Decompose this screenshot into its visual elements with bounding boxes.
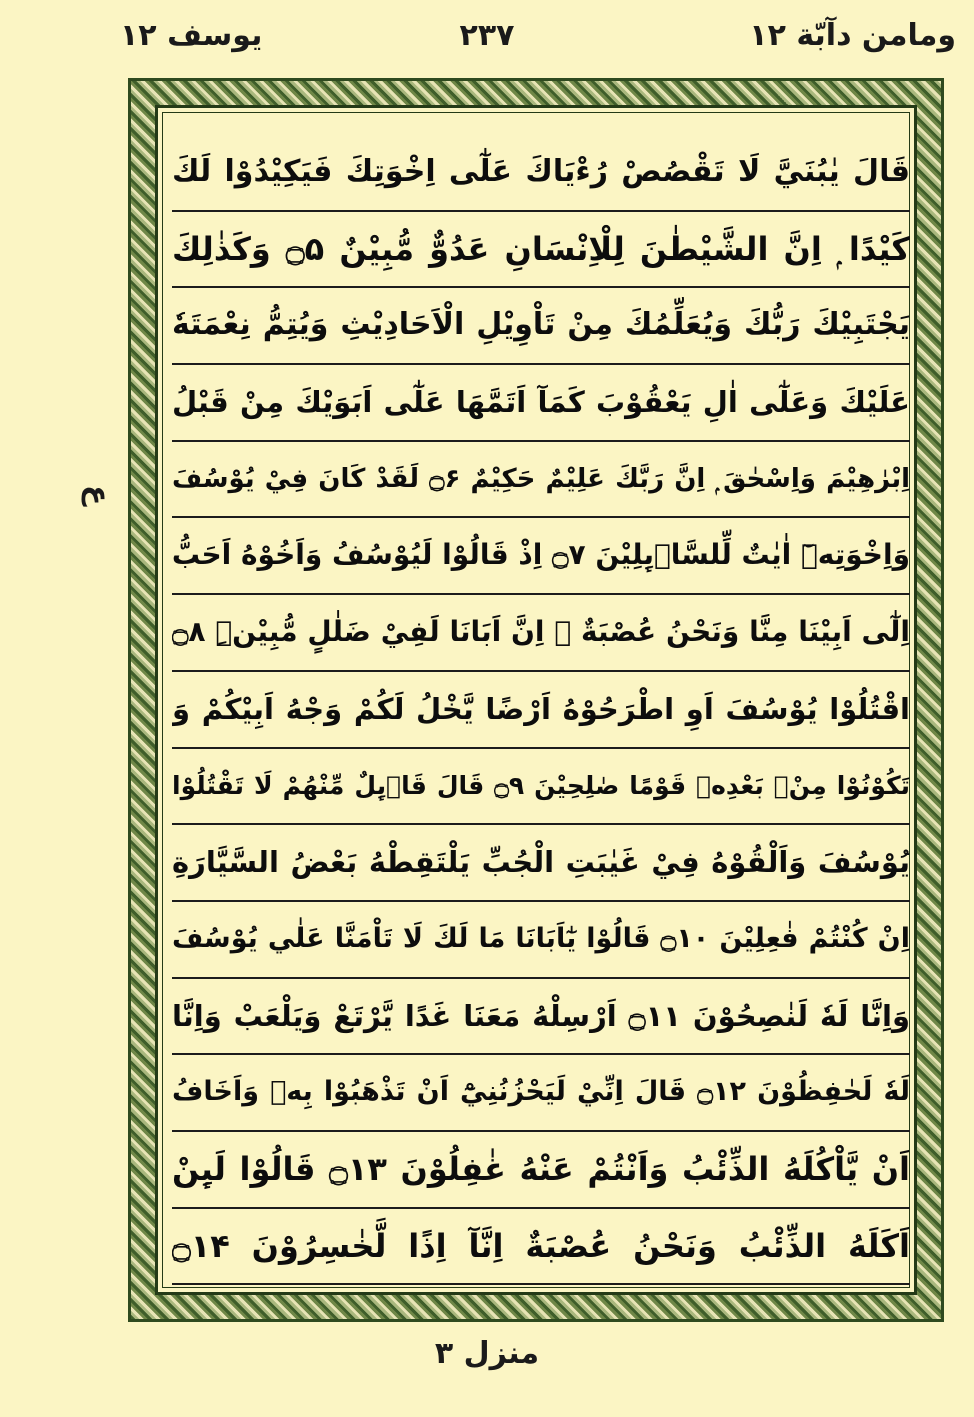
verse-line: تَكُوْنُوْا مِنْۢ بَعْدِهٖ قَوْمًا صٰلِحِيْنَ ۝۹ قَالَ قَاۗىِٕلٌ مِّنْهُمْ لَا تَقْتُلُوْا: [172, 749, 910, 826]
manzil-label: منزل ۳: [434, 1336, 540, 1371]
ruku-mark: ع: [81, 484, 116, 506]
verse-line: اَكَلَهُ الذِّئْبُ وَنَحْنُ عُصْبَةٌ اِنَّآ اِذًا لَّخٰسِرُوْنَ ۝۱۴: [172, 1209, 910, 1286]
surah-name: یوسف ۱۲: [120, 18, 263, 53]
verse-line: اِبْرٰهِيْمَ وَاِسْحٰقَ ۭ اِنَّ رَبَّكَ عَلِيْمٌ حَكِيْمٌ ۝۶ لَقَدْ كَانَ فِيْ يُوْسُفَ: [172, 442, 910, 519]
verse-line: وَاِخْوَتِهٖٓ اٰيٰتٌ لِّلسَّاۗىِٕلِيْنَ ۝۷ اِذْ قَالُوْا لَيُوْسُفُ وَاَخُوْهُ اَحَبُّ: [172, 518, 910, 595]
verse-line: يُوْسُفَ وَاَلْقُوْهُ فِيْ غَيٰبَتِ الْجُبِّ يَلْتَقِطْهُ بَعْضُ السَّيَّارَةِ: [172, 825, 910, 902]
verse-line: قَالَ يٰبُنَيَّ لَا تَقْصُصْ رُءْيَاكَ عَلٰٓى اِخْوَتِكَ فَيَكِيْدُوْا لَكَ: [172, 135, 910, 212]
verse-line: اِنْ كُنْتُمْ فٰعِلِيْنَ ۝۱۰ قَالُوْا يٰٓاَبَانَا مَا لَكَ لَا تَاْمَنَّا عَلٰي يُوْسُفَ: [172, 902, 910, 979]
verse-line: يَجْتَبِيْكَ رَبُّكَ وَيُعَلِّمُكَ مِنْ تَاْوِيْلِ الْاَحَادِيْثِ وَيُتِمُّ نِعْمَتَهٗ: [172, 288, 910, 365]
page-number: ۲۳۷: [459, 18, 515, 53]
verse-line: كَيْدًا ۭ اِنَّ الشَّيْطٰنَ لِلْاِنْسَانِ عَدُوٌّ مُّبِيْنٌ ۝۵ وَكَذٰلِكَ: [172, 212, 910, 289]
verse-line: عَلَيْكَ وَعَلٰٓى اٰلِ يَعْقُوْبَ كَمَآ اَتَمَّهَا عَلٰٓى اَبَوَيْكَ مِنْ قَبْلُ: [172, 365, 910, 442]
verse-line: لَهٗ لَحٰفِظُوْنَ ۝۱۲ قَالَ اِنِّيْ لَيَحْزُنُنِيْٓ اَنْ تَذْهَبُوْا بِهٖ وَاَخَافُ: [172, 1055, 910, 1132]
verse-line: اقْتُلُوْا يُوْسُفَ اَوِ اطْرَحُوْهُ اَرْضًا يَّخْلُ لَكُمْ وَجْهُ اَبِيْكُمْ وَ: [172, 672, 910, 749]
verse-line: اَنْ يَّاْكُلَهُ الذِّئْبُ وَاَنْتُمْ عَنْهُ غٰفِلُوْنَ ۝۱۳ قَالُوْا لَىِٕنْ: [172, 1132, 910, 1209]
verse-lines: [172, 135, 910, 1285]
verse-line: وَاِنَّا لَهٗ لَنٰصِحُوْنَ ۝۱۱ اَرْسِلْهُ مَعَنَا غَدًا يَّرْتَعْ وَيَلْعَبْ وَاِنَّا: [172, 979, 910, 1056]
verse-line: اِلٰٓى اَبِيْنَا مِنَّا وَنَحْنُ عُصْبَةٌ ۭ اِنَّ اَبَانَا لَفِيْ ضَلٰلٍ مُّبِيْنِۨ ۝۸: [172, 595, 910, 672]
juz-name: ومامن دآبّة ۱۲: [749, 18, 956, 53]
